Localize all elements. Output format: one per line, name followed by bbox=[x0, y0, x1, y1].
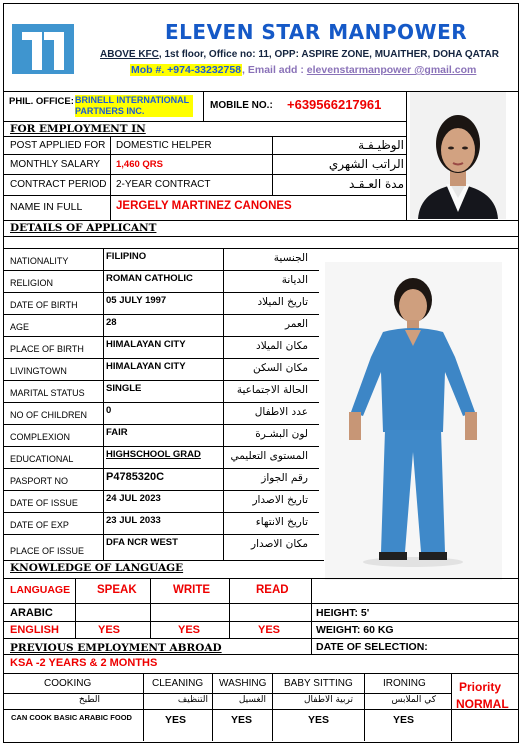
skill-ar-cooking: الطبخ bbox=[78, 695, 100, 705]
detail-value-livingtown: HIMALAYAN CITY bbox=[106, 361, 186, 372]
detail-label-place-of-issue: PLACE OF ISSUE bbox=[10, 546, 85, 556]
company-logo bbox=[10, 18, 80, 80]
detail-value-date-of-issue: 24 JUL 2023 bbox=[106, 493, 161, 504]
detail-value-age: 28 bbox=[106, 317, 117, 328]
detail-arabic-date-of-issue: تاريخ الاصدار bbox=[252, 494, 308, 506]
skill-header-washing: WASHING bbox=[219, 678, 267, 689]
skill-header-ironing: IRONING bbox=[383, 678, 426, 689]
language-heading: KNOWLEDGE OF LANGUAGE bbox=[10, 562, 184, 574]
detail-arabic-no-of-children: عدد الاطفال bbox=[254, 406, 308, 418]
skill-ar-washing: الغسيل bbox=[238, 695, 266, 705]
detail-value-pasport-no: P4785320C bbox=[106, 471, 165, 483]
detail-arabic-nationality: الجنسية bbox=[273, 252, 308, 264]
detail-value-religion: ROMAN CATHOLIC bbox=[106, 273, 193, 284]
phil-office-label: PHIL. OFFICE: bbox=[9, 96, 74, 107]
contract-value: 2-YEAR CONTRACT bbox=[116, 179, 211, 190]
salary-label: MONTHLY SALARY bbox=[10, 159, 101, 170]
phil-office-value: BRINELL INTERNATIONAL PARTNERS INC. bbox=[75, 95, 193, 117]
skill-ar-cleaning: التنظيف bbox=[177, 695, 208, 705]
details-heading: DETAILS OF APPLICANT bbox=[10, 222, 157, 234]
detail-value-date-of-birth: 05 JULY 1997 bbox=[106, 295, 167, 306]
for-employment-heading: FOR EMPLOYMENT IN bbox=[10, 123, 146, 135]
detail-arabic-date-of-birth: تاريخ الميلاد bbox=[257, 296, 308, 308]
detail-arabic-age: العمر bbox=[284, 318, 308, 330]
detail-value-place-of-issue: DFA NCR WEST bbox=[106, 537, 178, 548]
detail-label-educational: EDUCATIONAL bbox=[10, 454, 74, 464]
detail-arabic-marital-status: الحالة الاجتماعية bbox=[236, 384, 308, 396]
skill-header-cleaning: CLEANING bbox=[152, 678, 204, 689]
language-header-write: WRITE bbox=[173, 584, 211, 596]
detail-arabic-livingtown: مكان السكن bbox=[253, 362, 308, 374]
detail-value-no-of-children: 0 bbox=[106, 405, 112, 416]
contract-arabic: مدة العـقـد bbox=[348, 177, 404, 191]
detail-arabic-place-of-issue: مكان الاصدار bbox=[251, 538, 308, 550]
post-value: DOMESTIC HELPER bbox=[116, 140, 212, 151]
detail-label-complexion: COMPLEXION bbox=[10, 432, 71, 442]
company-email: elevenstarmanpower @gmail.com bbox=[306, 64, 477, 76]
skill-header-baby-sitting: BABY SITTING bbox=[284, 678, 353, 689]
applicant-portrait-photo bbox=[410, 92, 506, 219]
company-mobile: Mob #. +974-33232758 bbox=[131, 64, 242, 76]
priority-label: Priority bbox=[459, 680, 502, 694]
language-arabic: ARABIC bbox=[10, 607, 53, 619]
detail-label-pasport-no: PASPORT NO bbox=[10, 476, 69, 486]
weight-value: WEIGHT: 60 KG bbox=[316, 624, 394, 636]
detail-arabic-religion: الديانة bbox=[281, 274, 308, 286]
detail-arabic-place-of-birth: مكان الميلاد bbox=[256, 340, 308, 352]
name-label: NAME IN FULL bbox=[10, 201, 83, 213]
language-header-speak: SPEAK bbox=[97, 584, 137, 596]
detail-value-complexion: FAIR bbox=[106, 427, 128, 438]
applicant-full-body-photo bbox=[325, 262, 502, 580]
skill-value-washing: YES bbox=[231, 714, 253, 726]
skill-ar-ironing: كي الملابس bbox=[391, 695, 436, 705]
salary-arabic: الراتب الشهري bbox=[328, 157, 404, 171]
english-speak: YES bbox=[98, 624, 121, 636]
detail-value-place-of-birth: HIMALAYAN CITY bbox=[106, 339, 186, 350]
detail-label-no-of-children: NO OF CHILDREN bbox=[10, 410, 88, 420]
skill-value-cleaning: YES bbox=[165, 714, 187, 726]
detail-label-place-of-birth: PLACE OF BIRTH bbox=[10, 344, 84, 354]
skill-value-baby-sitting: YES bbox=[308, 714, 330, 726]
english-write: YES bbox=[178, 624, 201, 636]
skill-header-cooking: COOKING bbox=[44, 678, 92, 689]
language-header-read: READ bbox=[256, 584, 289, 596]
name-value: JERGELY MARTINEZ CANONES bbox=[116, 200, 292, 212]
detail-value-nationality: FILIPINO bbox=[106, 251, 147, 262]
company-name: ELEVEN STAR MANPOWER bbox=[165, 20, 468, 44]
detail-label-date-of-exp: DATE OF EXP bbox=[10, 520, 69, 530]
detail-label-nationality: NATIONALITY bbox=[10, 256, 69, 266]
detail-arabic-date-of-exp: تاريخ الانتهاء bbox=[255, 516, 308, 528]
contract-label: CONTRACT PERIOD bbox=[10, 179, 107, 190]
detail-value-date-of-exp: 23 JUL 2033 bbox=[106, 515, 161, 526]
salary-value: 1,460 QRS bbox=[116, 159, 163, 170]
detail-arabic-pasport-no: رقم الجواز bbox=[261, 472, 308, 484]
company-contact: Mob #. +974-33232758, Email add : elevenstarmanpower @gmail.com bbox=[131, 64, 477, 76]
language-english: ENGLISH bbox=[10, 624, 59, 636]
detail-arabic-educational: المستوى التعليمي bbox=[230, 450, 308, 462]
mobile-value: +639566217961 bbox=[287, 97, 382, 112]
priority-value: NORMAL bbox=[456, 697, 509, 711]
language-header-language: LANGUAGE bbox=[10, 584, 71, 596]
previous-employment-heading: PREVIOUS EMPLOYMENT ABROAD bbox=[10, 642, 222, 654]
detail-label-age: AGE bbox=[10, 322, 30, 332]
detail-label-marital-status: MARITAL STATUS bbox=[10, 388, 85, 398]
detail-label-livingtown: LIVINGTOWN bbox=[10, 366, 67, 376]
company-address: ABOVE KFC, 1st floor, Office no: 11, OPP: ASPIRE ZONE, MUAITHER, DOHA QATAR bbox=[100, 49, 499, 60]
mobile-label: MOBILE NO.: bbox=[210, 100, 273, 111]
detail-arabic-complexion: لون البشـرة bbox=[255, 428, 308, 440]
post-label: POST APPLIED FOR bbox=[10, 140, 106, 151]
detail-label-religion: RELIGION bbox=[10, 278, 54, 288]
height-value: HEIGHT: 5' bbox=[316, 607, 370, 619]
detail-value-marital-status: SINGLE bbox=[106, 383, 142, 394]
skill-value-ironing: YES bbox=[393, 714, 415, 726]
skill-value-cooking: CAN COOK BASIC ARABIC FOOD bbox=[11, 713, 132, 722]
date-of-selection-label: DATE OF SELECTION: bbox=[316, 641, 428, 653]
detail-label-date-of-birth: DATE OF BIRTH bbox=[10, 300, 78, 310]
skill-ar-baby-sitting: تربية الاطفال bbox=[303, 695, 353, 705]
previous-employment-value: KSA -2 YEARS & 2 MONTHS bbox=[10, 657, 158, 669]
english-read: YES bbox=[258, 624, 281, 636]
detail-label-date-of-issue: DATE OF ISSUE bbox=[10, 498, 78, 508]
detail-value-educational: HIGHSCHOOL GRAD bbox=[106, 449, 201, 460]
post-arabic: الوظيـفـة bbox=[358, 138, 404, 152]
